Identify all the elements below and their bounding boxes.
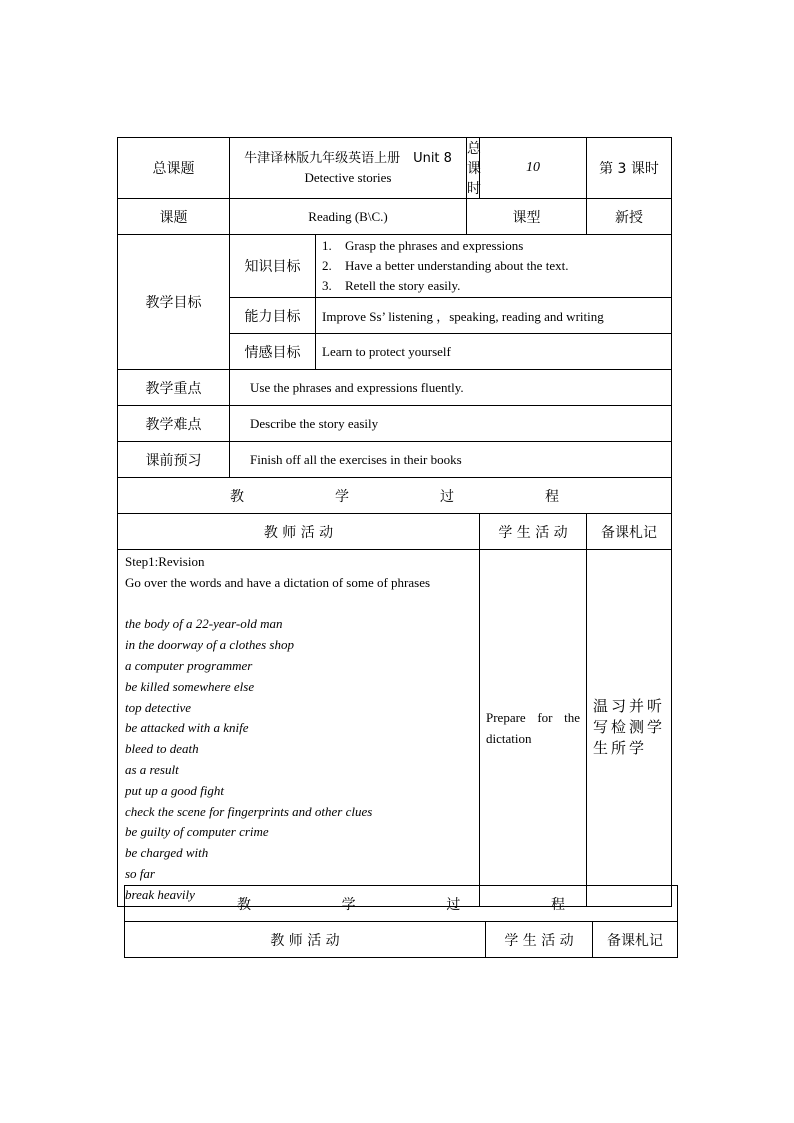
total-topic-value bbox=[230, 138, 467, 199]
process-char: 教 bbox=[237, 896, 251, 913]
phrase-item: be attacked with a knife bbox=[125, 720, 249, 736]
process-heading bbox=[118, 478, 672, 514]
notes-label: 备课札记 bbox=[587, 514, 672, 550]
phrase-item: bleed to death bbox=[125, 741, 199, 757]
student-activity-label: 学 生 活 动 bbox=[486, 922, 593, 958]
notes-line: 写检测学 bbox=[593, 718, 666, 737]
process-continuation-table bbox=[124, 885, 678, 958]
list-number: 3. bbox=[322, 278, 332, 293]
blank-line bbox=[125, 594, 479, 615]
process-char: 学 bbox=[341, 896, 356, 913]
phrase-item: top detective bbox=[125, 699, 192, 715]
process-char: 程 bbox=[551, 896, 566, 913]
key-points-value: Use the phrases and expressions fluently. bbox=[230, 370, 672, 406]
total-hours-label: 总课时 bbox=[467, 138, 480, 199]
difficult-points-label: 教学难点 bbox=[118, 406, 230, 442]
student-activity-line: dictation bbox=[486, 730, 532, 746]
list-item bbox=[316, 256, 671, 276]
topic-value: Reading (B\C.) bbox=[230, 199, 467, 235]
process-heading-row bbox=[118, 486, 671, 506]
notes-label: 备课札记 bbox=[593, 922, 678, 958]
list-number: 1. bbox=[322, 238, 332, 253]
process-char: 程 bbox=[545, 488, 559, 505]
key-points-label: 教学重点 bbox=[118, 370, 230, 406]
phrase-item: as a result bbox=[125, 761, 179, 777]
type-value: 新授 bbox=[587, 199, 672, 235]
process-char: 过 bbox=[446, 896, 461, 913]
teacher-activity-label: 教 师 活 动 bbox=[125, 922, 486, 958]
total-hours-value: 10 bbox=[480, 138, 587, 199]
knowledge-goal-list bbox=[316, 236, 671, 296]
phrase-item: so far bbox=[125, 865, 155, 881]
list-text: Have a better understanding about the text. bbox=[345, 258, 569, 273]
phrase-item: the body of a 22-year-old man bbox=[125, 616, 283, 632]
preview-label: 课前预习 bbox=[118, 442, 230, 478]
ability-goal-value: Improve Ss’ listening ，speaking, reading and writing bbox=[316, 298, 672, 334]
knowledge-goal-label: 知识目标 bbox=[230, 235, 316, 298]
notes-line: 温习并听 bbox=[593, 697, 666, 716]
step-intro: Go over the words and have a dictation of some of phrases bbox=[125, 574, 431, 590]
list-number: 2. bbox=[322, 258, 332, 273]
lesson-plan-table bbox=[117, 137, 672, 907]
process-heading bbox=[125, 886, 678, 922]
list-text: Retell the story easily. bbox=[345, 278, 461, 293]
total-topic-line2: Detective stories bbox=[304, 170, 392, 185]
student-activity-cell bbox=[480, 550, 587, 907]
teacher-activity-label: 教 师 活 动 bbox=[118, 514, 480, 550]
preview-value: Finish off all the exercises in their books bbox=[230, 442, 672, 478]
type-label: 课型 bbox=[467, 199, 587, 235]
student-activity-line: Prepare for the bbox=[486, 709, 580, 725]
phrase-item: check the scene for fingerprints and other clues bbox=[125, 803, 373, 819]
teaching-goals-label: 教学目标 bbox=[118, 235, 230, 370]
student-activity-label: 学 生 活 动 bbox=[480, 514, 587, 550]
topic-label: 课题 bbox=[118, 199, 230, 235]
difficult-points-value: Describe the story easily bbox=[230, 406, 672, 442]
emotion-goal-label: 情感目标 bbox=[230, 334, 316, 370]
process-heading-row bbox=[125, 894, 677, 914]
phrase-item: break heavily bbox=[125, 886, 195, 902]
ability-goal-label: 能力目标 bbox=[230, 298, 316, 334]
knowledge-goal-cell bbox=[316, 235, 672, 298]
emotion-goal-value: Learn to protect yourself bbox=[316, 334, 672, 370]
phrase-item: be charged with bbox=[125, 845, 209, 861]
process-char: 教 bbox=[230, 488, 244, 505]
process-char: 学 bbox=[335, 488, 349, 505]
phrase-item: a computer programmer bbox=[125, 657, 253, 673]
list-item bbox=[316, 236, 671, 256]
step-title: Step1:Revision bbox=[125, 554, 205, 569]
phrase-item: be killed somewhere else bbox=[125, 678, 255, 694]
lesson-number: 第 3 课时 bbox=[587, 138, 672, 199]
notes-line: 生所学 bbox=[593, 739, 648, 758]
list-text: Grasp the phrases and expressions bbox=[345, 238, 524, 253]
notes-cell bbox=[587, 550, 672, 907]
total-topic-line1: 牛津译林版九年级英语上册 Unit 8 bbox=[244, 151, 452, 166]
list-item bbox=[316, 276, 671, 296]
total-topic-label: 总课题 bbox=[118, 138, 230, 199]
phrase-item: in the doorway of a clothes shop bbox=[125, 637, 294, 653]
process-char: 过 bbox=[440, 488, 454, 505]
phrase-item: put up a good fight bbox=[125, 782, 224, 798]
teacher-activity-cell bbox=[118, 550, 480, 907]
phrase-item: be guilty of computer crime bbox=[125, 824, 269, 840]
